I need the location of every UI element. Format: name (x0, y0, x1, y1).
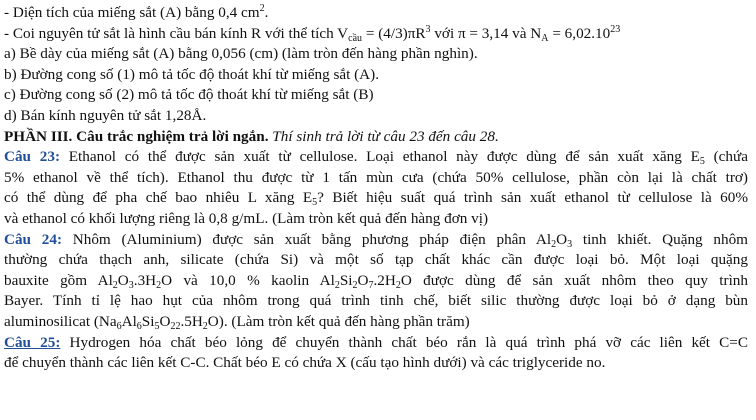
subscript: 7 (368, 279, 374, 291)
text: .3H (133, 271, 157, 289)
text: Ethanol có thể được sản xuất từ cellulose. Loại ethanol này được dùng để sản xuất xăng E (60, 148, 700, 166)
text: có thể dùng để pha chế bao nhiêu L xăng E (4, 189, 313, 207)
superscript: 23 (610, 23, 621, 35)
q24-line-2: thường chứa thạch anh, silicate (chứa Si) và một số tạp chất khác cần được loại bỏ. Một loại quặng (4, 251, 748, 269)
subscript: 6 (116, 320, 122, 332)
text: - Coi nguyên tử sắt là hình cầu bán kính R với thể tích V (4, 24, 349, 42)
subscript: 2 (551, 238, 557, 250)
section-note: Thí sinh trả lời từ câu 23 đến câu 28. (268, 127, 499, 145)
section-title: PHẦN III. Câu trắc nghiệm trả lời ngắn. (4, 127, 269, 145)
q24-line-5 (4, 312, 748, 333)
text: .5H (180, 312, 203, 330)
subscript: 5 (312, 197, 318, 209)
statement-a: a) Bề dày của miếng sắt (A) bằng 0,056 (cm) (làm tròn đến hàng phần nghìn). (4, 45, 478, 63)
text: O). (Làm tròn kết quả đến hàng phần trăm) (207, 312, 470, 330)
subscript: 5 (699, 156, 705, 168)
text: O (117, 271, 129, 289)
q23-line-3 (4, 188, 748, 209)
q23-line-2: 5% ethanol về thể tích). Ethanol thu được từ 1 tấn mùn cưa (chứa 50% cellulose, phần còn lại là chất trơ) (4, 168, 748, 186)
q23-line-1 (4, 147, 748, 168)
statement-c: c) Đường cong số (2) mô tả tốc độ thoát khí từ miếng sắt (B) (4, 86, 374, 104)
subscript: A (541, 32, 549, 44)
text: ? Biết hiệu suất quá trình sản xuất ethanol từ cellulose là 60% (317, 189, 748, 207)
superscript: 2 (259, 3, 265, 14)
item-sphere-volume (4, 24, 748, 45)
subscript: 2 (352, 279, 358, 291)
subscript: 2 (202, 320, 208, 332)
subscript: 2 (156, 279, 162, 291)
subscript: 6 (136, 320, 142, 332)
text: Si (339, 271, 353, 289)
text: = (4/3)πR (362, 24, 426, 42)
subscript: 2 (395, 279, 401, 291)
q24-line-3 (4, 271, 748, 292)
text: Si (141, 312, 155, 330)
subscript: 3 (567, 238, 573, 250)
q24-line-1 (4, 230, 748, 251)
text: O và 10,0 % kaolin Al (161, 271, 335, 289)
q25-label: Câu 25: (4, 333, 61, 351)
text: O (159, 312, 171, 330)
text: O (357, 271, 369, 289)
subscript: 3 (128, 279, 134, 291)
q23-label: Câu 23: (4, 148, 61, 166)
subscript: 22 (170, 320, 181, 332)
text: Nhôm (Aluminium) được sản xuất bằng phương pháp điện phân Al (62, 230, 552, 248)
text: = 6,02.10 (548, 24, 611, 42)
q24-line-4: Bayer. Tính tỉ lệ hao hụt của nhôm trong quá trình tinh chế, biết silic thường được loại bỏ ở dạng bùn (4, 292, 748, 310)
text: aluminosilicat (Na (4, 312, 117, 330)
text: (chứa (704, 148, 748, 166)
statement-b: b) Đường cong số (1) mô tả tốc độ thoát khí từ miếng sắt (A). (4, 65, 380, 83)
subscript: 5 (154, 320, 160, 332)
text: Hydrogen hóa chất béo lỏng để chuyển thành chất béo rắn là quá trình phá vỡ các liên kết C=C (60, 333, 748, 351)
item-iron-area (4, 3, 748, 24)
text: bauxite gồm Al (4, 271, 113, 289)
subscript: 2 (334, 279, 340, 291)
document-page (4, 3, 748, 374)
q24-label: Câu 24: (4, 230, 63, 248)
text: với π = 3,14 và N (430, 24, 542, 42)
superscript: 3 (425, 23, 431, 35)
text: tinh khiết. Quặng nhôm (572, 230, 748, 248)
subscript: 2 (112, 279, 118, 291)
q25-line-1 (4, 333, 748, 354)
text: .2H (373, 271, 396, 289)
statement-d: d) Bán kính nguyên tử sắt 1,28Å. (4, 106, 207, 124)
q23-line-4: và ethanol có khối lượng riêng là 0,8 g/mL. (Làm tròn kết quả đến hàng đơn vị) (4, 209, 489, 227)
text: O (556, 230, 568, 248)
text: - Diện tích của miếng sắt (A) bằng 0,4 cm (4, 4, 260, 21)
text: . (264, 4, 269, 21)
subscript: cầu (348, 32, 363, 44)
section-heading (4, 127, 748, 148)
text: O được dùng để sản xuất nhôm theo quy trình (400, 271, 748, 289)
q25-line-2: để chuyển thành các liên kết C-C. Chất béo E có chứa X (cấu tạo hình dưới) và các triglyceride no. (4, 354, 606, 372)
text: Al (121, 312, 137, 330)
